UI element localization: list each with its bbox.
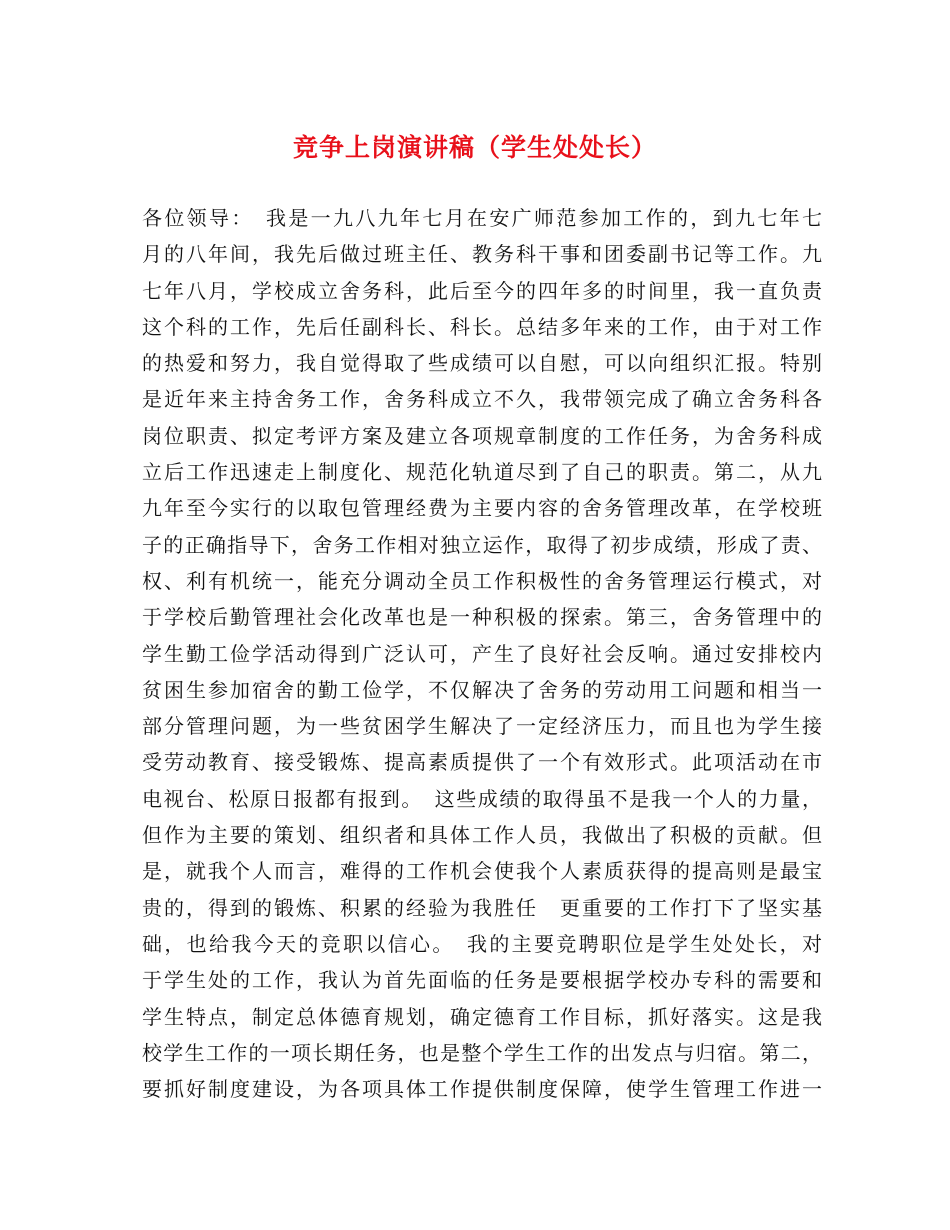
body-line: 要抓好制度建设，为各项具体工作提供制度保障，使学生管理工作进一 — [142, 1077, 822, 1102]
body-line: 于学校后勤管理社会化改革也是一种积极的探索。第三，舍务管理中的 — [142, 605, 822, 630]
body-line: 校学生工作的一项长期任务，也是整个学生工作的出发点与归宿。第二， — [142, 1040, 822, 1065]
body-line: 电视台、松原日报都有报到。 这些成绩的取得虽不是我一个人的力量， — [142, 786, 822, 811]
body-line: 是近年来主持舍务工作，舍务科成立不久，我带领完成了确立舍务科各 — [142, 387, 822, 412]
body-line: 是，就我个人而言，难得的工作机会使我个人素质获得的提高则是最宝 — [142, 859, 822, 884]
body-line: 的热爱和努力，我自觉得取了些成绩可以自慰，可以向组织汇报。特别 — [142, 351, 822, 376]
body-line: 岗位职责、拟定考评方案及建立各项规章制度的工作任务，为舍务科成 — [142, 423, 822, 448]
body-line: 子的正确指导下，舍务工作相对独立运作，取得了初步成绩，形成了责、 — [142, 532, 822, 557]
document-title: 竞争上岗演讲稿（学生处处长） — [292, 133, 657, 162]
body-line: 础，也给我今天的竞职以信心。 我的主要竞聘职位是学生处处长，对 — [142, 931, 822, 956]
body-line: 部分管理问题，为一些贫困学生解决了一定经济压力，而且也为学生接 — [142, 714, 822, 739]
body-line: 受劳动教育、接受锻炼、提高素质提供了一个有效形式。此项活动在市 — [142, 750, 822, 775]
body-line: 七年八月，学校成立舍务科，此后至今的四年多的时间里，我一直负责 — [142, 278, 822, 303]
body-line: 于学生处的工作，我认为首先面临的任务是要根据学校办专科的需要和 — [142, 968, 822, 993]
body-line: 各位领导： 我是一九八九年七月在安广师范参加工作的，到九七年七 — [142, 206, 822, 230]
body-line: 贵的，得到的锻炼、积累的经验为我胜任 更重要的工作打下了坚实基 — [142, 895, 822, 920]
body-line: 但作为主要的策划、组织者和具体工作人员，我做出了积极的贡献。但 — [142, 823, 822, 848]
body-line: 立后工作迅速走上制度化、规范化轨道尽到了自己的职责。第二，从九 — [142, 460, 822, 485]
document-body — [142, 200, 822, 1107]
body-line: 这个科的工作，先后任副科长、科长。总结多年来的工作，由于对工作 — [142, 314, 822, 339]
body-line: 学生特点，制定总体德育规划，确定德育工作目标，抓好落实。这是我 — [142, 1004, 822, 1029]
body-line: 学生勤工俭学活动得到广泛认可，产生了良好社会反响。通过安排校内 — [142, 641, 822, 666]
body-line: 权、利有机统一，能充分调动全员工作积极性的舍务管理运行模式，对 — [142, 568, 822, 593]
body-line: 贫困生参加宿舍的勤工俭学，不仅解决了舍务的劳动用工问题和相当一 — [142, 677, 822, 702]
body-line: 月的八年间，我先后做过班主任、教务科干事和团委副书记等工作。九 — [142, 242, 822, 267]
body-line: 九年至今实行的以取包管理经费为主要内容的舍务管理改革，在学校班 — [142, 496, 822, 521]
